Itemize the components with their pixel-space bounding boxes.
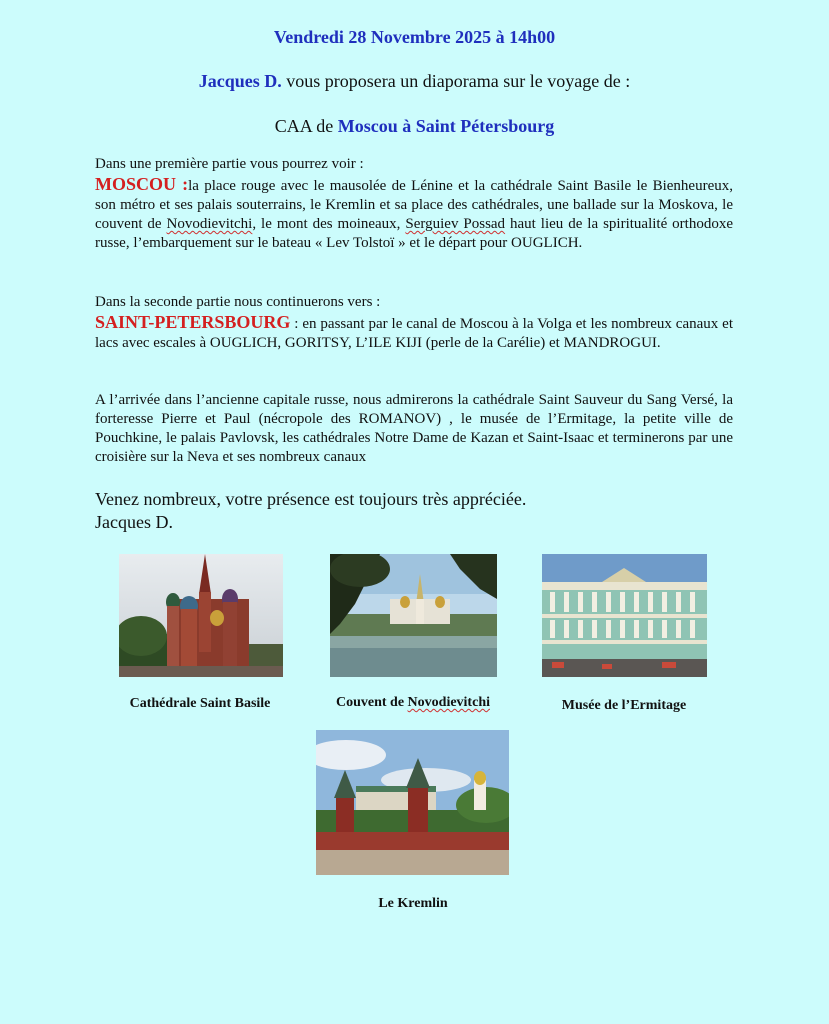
part1-text-a: la place rouge avec le mausolée de Lénine et la cathédrale Saint Basile le Bienheureux, son métro et ses palais souterrains, le Kremlin et sa place des cathédrales, une ballade sur la Moskova, le couvent de [95,178,733,232]
part3-paragraph: A l’arrivée dans l’ancienne capitale russe, nous admirerons la cathédrale Saint Sauveur du Sang Versé, la forteresse Pierre et Paul (nécropole des ROMANOV) , le musée de l’Ermitage, la petite ville de Pouchkine, le palais Pavlovsk, les cathédrales Notre Dame de Kazan et Saint-Isaac et terminerons par une croisière sur la Neva et ses nombreux canaux [95,392,733,465]
word-serguiev-possad: Serguiev Possad [405,216,506,232]
caption-saint-basile: Cathédrale Saint Basile [129,696,271,711]
part2-text: : en passant par le canal de Moscou à la Volga et les nombreux canaux et lacs avec escales à OUGLICH, GORITSY, L’ILE KIJI (perle de la Carélie) et MANDROGUI. [95,316,733,351]
signature: Jacques D. [95,512,173,532]
caption-novodievitchi-word: Novodievitchi [407,695,490,710]
city-moscou: MOSCOU : [95,174,189,194]
part2-lead: Dans la seconde partie nous continuerons vers : [95,294,381,310]
city-saint-petersbourg: SAINT-PETERSBOURG [95,312,291,332]
photo-novodievitchi [330,554,497,677]
caption-ermitage: Musée de l’Ermitage [561,698,687,713]
intro-text: vous proposera un diaporama sur le voyage de : [281,71,631,91]
photo-kremlin [316,730,509,875]
photo-saint-basile [119,554,283,677]
part2-paragraph [95,313,733,353]
part1-text-c: haut lieu de la spiritualité orthodoxe russe, l’embarquement sur le bateau « Lev Tolstoï » et le départ pour OUGLICH. [95,216,733,251]
event-date: Vendredi 28 Novembre 2025 à 14h00 [273,27,556,47]
part1-paragraph [95,175,733,253]
closing-line: Venez nombreux, votre présence est toujours très appréciée. [95,489,527,509]
intro-line [0,71,829,92]
title-prefix: CAA de [274,116,338,136]
trip-title [0,116,829,137]
part1-lead: Dans une première partie vous pourrez voir : [95,156,364,172]
word-novodievitchi: Novodievitchi [166,216,253,232]
photo-ermitage [542,554,707,677]
presenter-name: Jacques D. [198,71,282,91]
caption-novodievitchi-prefix: Couvent de [335,695,408,710]
part1-text-b: , le mont des moineaux, [252,216,406,232]
caption-novodievitchi [313,695,513,711]
caption-kremlin: Le Kremlin [378,896,448,911]
title-destination: Moscou à Saint Pétersbourg [337,116,555,136]
closing [95,488,526,534]
